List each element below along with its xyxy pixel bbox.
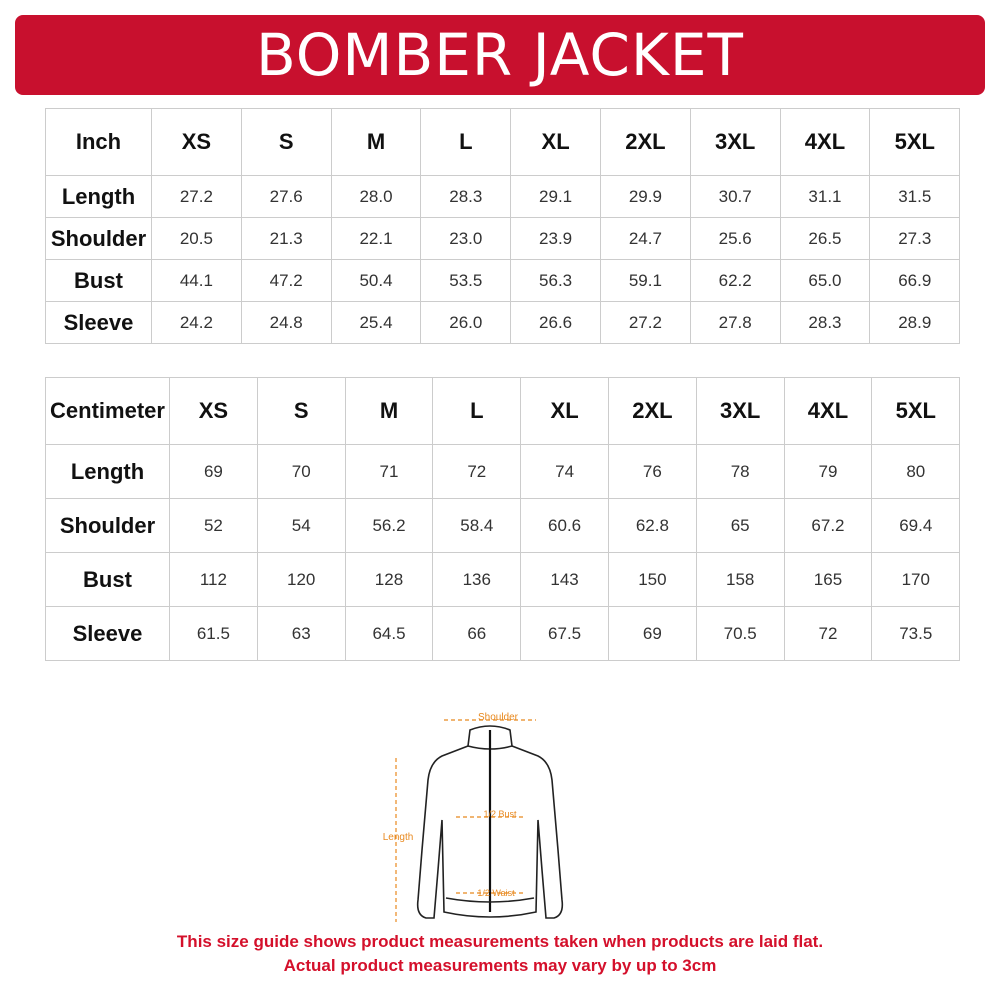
waist-label: 1/2 Waist [477,888,515,898]
cm-size-l: L [433,378,521,445]
inch-size-xs: XS [152,109,242,176]
table-cell: 47.2 [241,260,331,302]
table-cell: 50.4 [331,260,421,302]
table-cell: 29.1 [511,176,601,218]
inch-row-label-shoulder: Shoulder [46,218,152,260]
table-cell: 150 [608,553,696,607]
table-cell: 63 [257,607,345,661]
inch-size-m: M [331,109,421,176]
table-cell: 62.2 [690,260,780,302]
table-cell: 59.1 [600,260,690,302]
inch-header-row [46,109,960,176]
table-cell: 62.8 [608,499,696,553]
table-cell: 28.9 [870,302,960,344]
table-cell: 27.6 [241,176,331,218]
table-row [46,553,960,607]
inch-size-table [45,108,960,344]
table-cell: 53.5 [421,260,511,302]
jacket-illustration [360,700,620,930]
table-cell: 69 [170,445,258,499]
inch-size-3xl: 3XL [690,109,780,176]
table-cell: 27.8 [690,302,780,344]
table-cell: 27.2 [600,302,690,344]
table-cell: 72 [433,445,521,499]
table-cell: 143 [521,553,609,607]
cm-row-label-shoulder: Shoulder [46,499,170,553]
table-cell: 67.2 [784,499,872,553]
centimeter-size-table [45,377,960,661]
table-cell: 71 [345,445,433,499]
table-cell: 26.6 [511,302,601,344]
cm-size-m: M [345,378,433,445]
shoulder-label: Shoulder [477,712,519,723]
table-row [46,260,960,302]
table-row [46,499,960,553]
table-cell: 56.2 [345,499,433,553]
table-cell: 66.9 [870,260,960,302]
table-cell: 26.0 [421,302,511,344]
table-cell: 31.1 [780,176,870,218]
inch-unit-label: Inch [46,109,152,176]
cm-row-label-length: Length [46,445,170,499]
table-cell: 24.7 [600,218,690,260]
table-cell: 20.5 [152,218,242,260]
table-cell: 64.5 [345,607,433,661]
table-cell: 28.3 [421,176,511,218]
table-cell: 74 [521,445,609,499]
table-cell: 136 [433,553,521,607]
inch-size-s: S [241,109,331,176]
table-cell: 24.8 [241,302,331,344]
table-cell: 28.3 [780,302,870,344]
table-cell: 30.7 [690,176,780,218]
table-cell: 78 [696,445,784,499]
note-line-1: This size guide shows product measurements taken when products are laid flat. [176,932,824,951]
table-cell: 23.9 [511,218,601,260]
table-cell: 73.5 [872,607,960,661]
table-cell: 69 [608,607,696,661]
table-cell: 25.6 [690,218,780,260]
table-cell: 21.3 [241,218,331,260]
table-cell: 69.4 [872,499,960,553]
table-cell: 70 [257,445,345,499]
table-cell: 120 [257,553,345,607]
table-cell: 170 [872,553,960,607]
table-cell: 60.6 [521,499,609,553]
table-cell: 67.5 [521,607,609,661]
inch-row-label-length: Length [46,176,152,218]
table-cell: 23.0 [421,218,511,260]
inch-size-xl: XL [511,109,601,176]
table-row [46,445,960,499]
table-cell: 79 [784,445,872,499]
table-cell: 27.2 [152,176,242,218]
inch-size-4xl: 4XL [780,109,870,176]
cm-row-label-bust: Bust [46,553,170,607]
cm-size-3xl: 3XL [696,378,784,445]
cm-size-2xl: 2XL [608,378,696,445]
table-cell: 31.5 [870,176,960,218]
table-cell: 80 [872,445,960,499]
table-row [46,302,960,344]
cm-size-4xl: 4XL [784,378,872,445]
table-cell: 22.1 [331,218,421,260]
bust-label: 1/2 Bust [483,809,517,819]
inch-row-label-sleeve: Sleeve [46,302,152,344]
table-row [46,218,960,260]
note-line-2: Actual product measurements may vary by up to 3cm [283,956,717,975]
table-row [46,607,960,661]
table-cell: 61.5 [170,607,258,661]
cm-header-row [46,378,960,445]
length-label: Length [382,832,414,843]
table-cell: 54 [257,499,345,553]
cm-size-xl: XL [521,378,609,445]
table-cell: 70.5 [696,607,784,661]
table-cell: 44.1 [152,260,242,302]
table-cell: 65.0 [780,260,870,302]
table-cell: 28.0 [331,176,421,218]
table-cell: 112 [170,553,258,607]
table-cell: 52 [170,499,258,553]
table-cell: 65 [696,499,784,553]
table-cell: 76 [608,445,696,499]
page-title: BOMBER JACKET [256,21,744,89]
table-cell: 128 [345,553,433,607]
table-cell: 26.5 [780,218,870,260]
measurement-notes [0,930,1000,978]
inch-size-l: L [421,109,511,176]
table-cell: 25.4 [331,302,421,344]
table-cell: 27.3 [870,218,960,260]
table-cell: 29.9 [600,176,690,218]
cm-size-xs: XS [170,378,258,445]
cm-unit-label: Centimeter [46,378,170,445]
table-cell: 66 [433,607,521,661]
cm-size-s: S [257,378,345,445]
table-row [46,176,960,218]
inch-size-2xl: 2XL [600,109,690,176]
cm-size-5xl: 5XL [872,378,960,445]
table-cell: 58.4 [433,499,521,553]
title-banner [15,15,985,95]
table-cell: 56.3 [511,260,601,302]
inch-size-5xl: 5XL [870,109,960,176]
inch-row-label-bust: Bust [46,260,152,302]
cm-row-label-sleeve: Sleeve [46,607,170,661]
jacket-measurement-diagram [360,700,620,930]
measurement-guides [396,720,536,922]
table-cell: 24.2 [152,302,242,344]
table-cell: 165 [784,553,872,607]
table-cell: 72 [784,607,872,661]
table-cell: 158 [696,553,784,607]
